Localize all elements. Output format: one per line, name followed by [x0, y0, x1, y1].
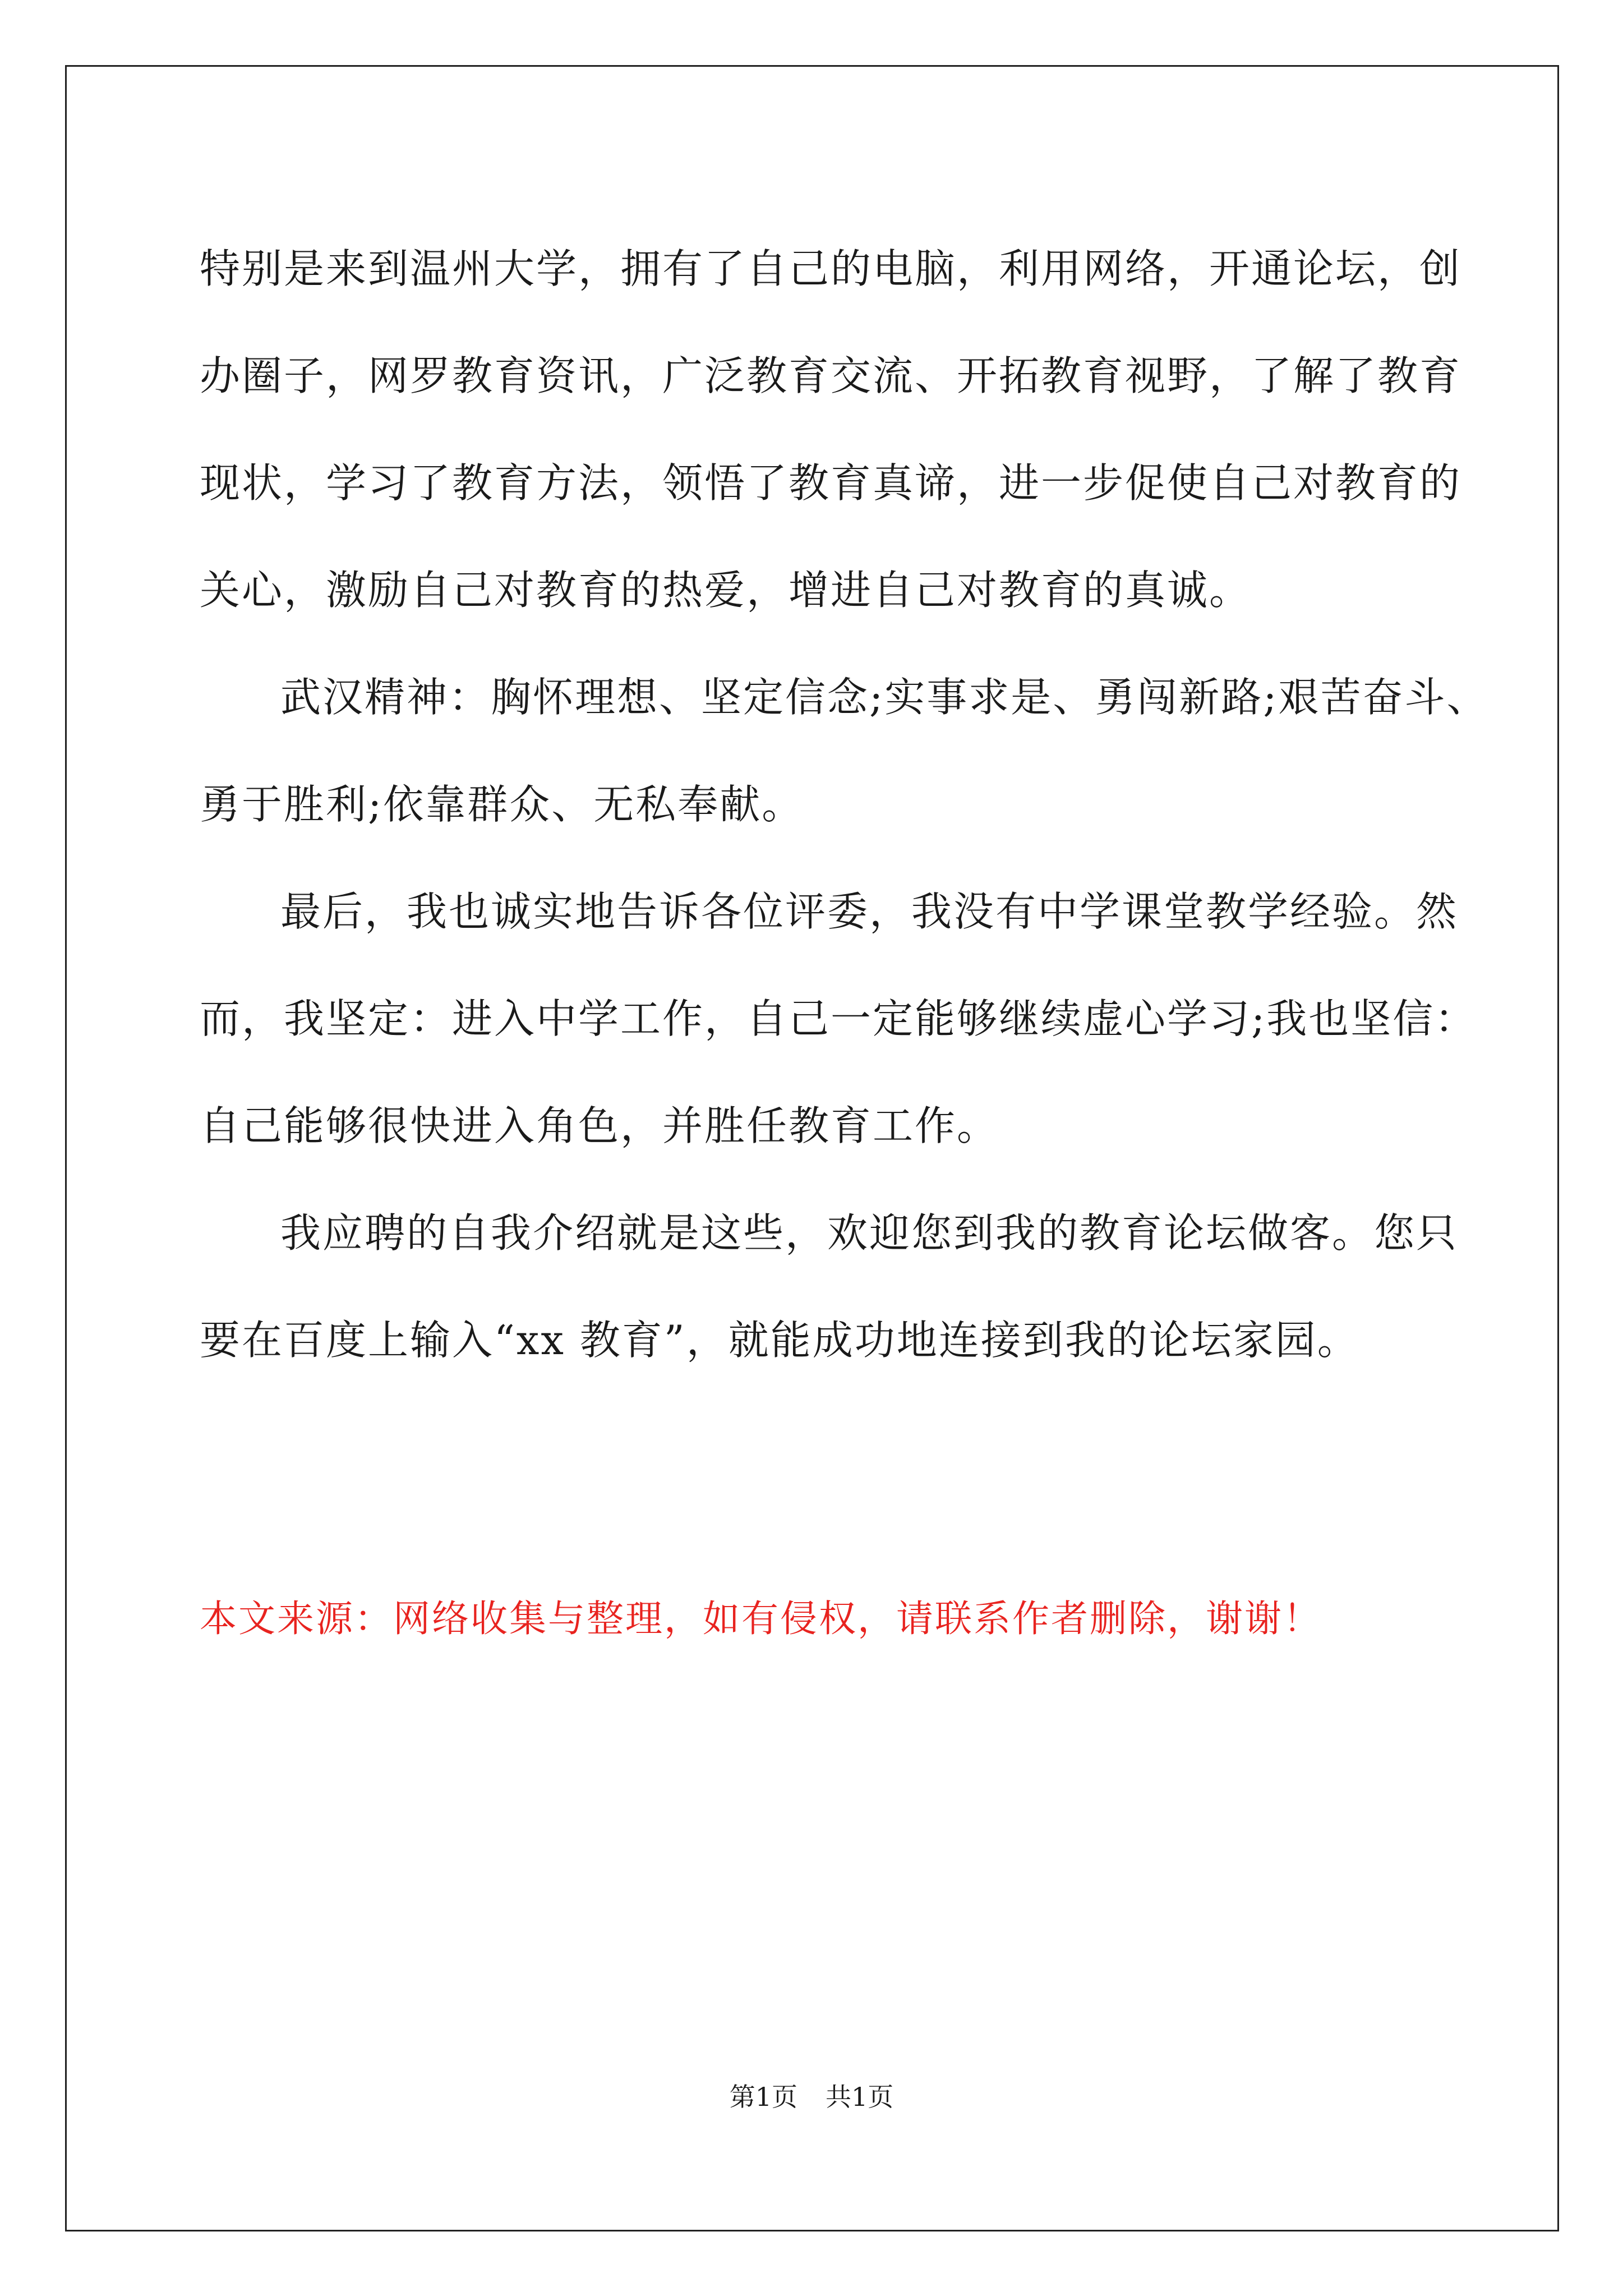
paragraph-line: 办圈子，网罗教育资讯，广泛教育交流、开拓教育视野，了解了教育	[200, 352, 1462, 399]
page-number: 第1页	[729, 2082, 797, 2112]
paragraph-line: 特别是来到温州大学，拥有了自己的电脑，利用网络，开通论坛，创	[200, 245, 1462, 292]
document-body	[200, 215, 1489, 1394]
paragraph-3	[200, 858, 1477, 1180]
source-note: 本文来源：网络收集与整理，如有侵权，请联系作者删除，谢谢！	[200, 1597, 1322, 1640]
paragraph-line: 勇于胜利;依靠群众、无私奉献。	[200, 781, 804, 828]
page-footer	[0, 2080, 1623, 2114]
paragraph-line: 而，我坚定：进入中学工作，自己一定能够继续虚心学习;我也坚信：	[200, 995, 1477, 1042]
paragraph-line: 武汉精神：胸怀理想、坚定信念;实事求是、勇闯新路;艰苦奋斗、	[280, 674, 1489, 721]
paragraph-line: 自己能够很快进入角色，并胜任教育工作。	[200, 1102, 999, 1149]
paragraph-line: 我应聘的自我介绍就是这些，欢迎您到我的教育论坛做客。您只	[280, 1209, 1459, 1257]
paragraph-4	[200, 1180, 1459, 1394]
paragraph-1	[200, 215, 1462, 644]
paragraph-line: 最后，我也诚实地告诉各位评委，我没有中学课堂教学经验。然	[280, 888, 1459, 935]
paragraph-2	[200, 644, 1489, 858]
page-total: 共1页	[826, 2082, 894, 2112]
paragraph-line: 要在百度上输入“xx 教育”，就能成功地连接到我的论坛家园。	[200, 1317, 1359, 1364]
paragraph-line: 关心，激励自己对教育的热爱，增进自己对教育的真诚。	[200, 567, 1252, 614]
paragraph-line: 现状，学习了教育方法，领悟了教育真谛，进一步促使自己对教育的	[200, 459, 1462, 507]
